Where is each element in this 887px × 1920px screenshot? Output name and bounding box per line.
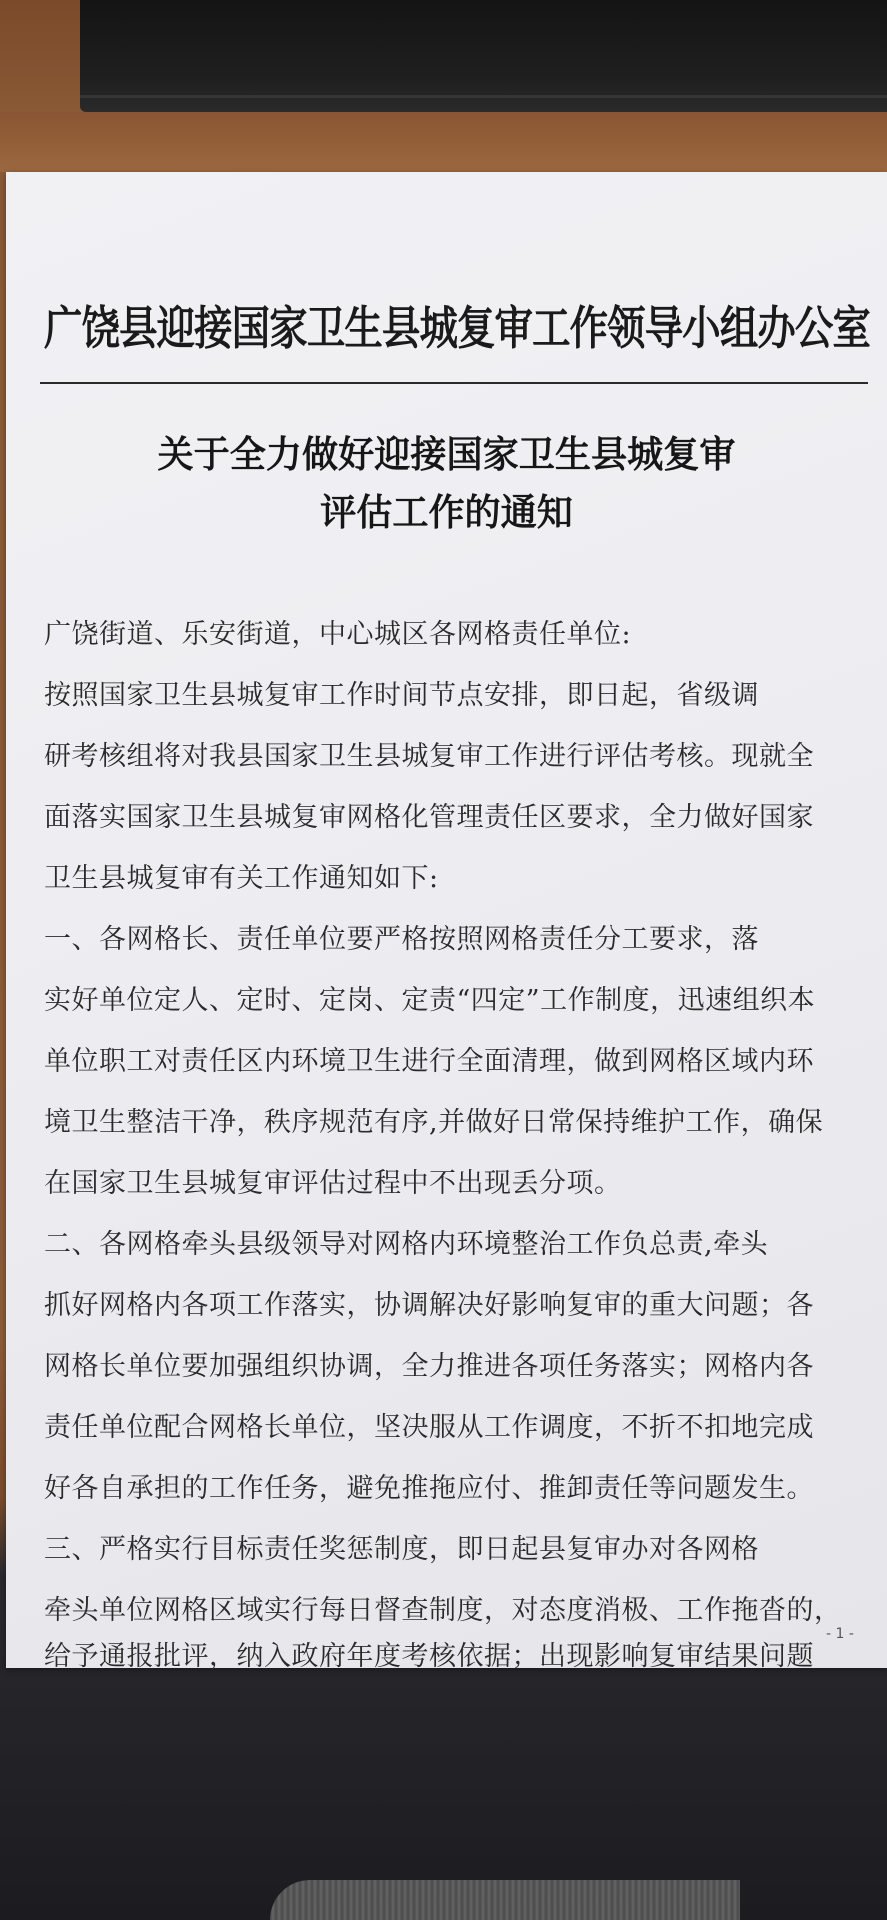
body-line: 责任单位配合网格长单位，坚决服从工作调度，不折不扣地完成 [44,1412,814,1443]
header-divider [40,382,868,384]
body-line: 给予通报批评，纳入政府年度考核依据；出现影响复审结果问题 [44,1641,814,1672]
addressee-line: 广饶街道、乐安街道，中心城区各网格责任单位: [44,619,632,650]
background-fabric [270,1880,740,1920]
body-line: 面落实国家卫生县城复审网格化管理责任区要求，全力做好国家 [44,802,814,833]
body-line: 二、各网格牵头县级领导对网格内环境整治工作负总责,牵头 [44,1229,769,1260]
body-line: 网格长单位要加强组织协调，全力推进各项任务落实；网格内各 [44,1351,814,1382]
body-line: 研考核组将对我县国家卫生县城复审工作进行评估考核。现就全 [44,741,814,772]
document-page [6,172,887,1672]
desk-surface [0,112,887,172]
issuing-office-header: 广饶县迎接国家卫生县城复审工作领导小组办公室 [44,301,870,355]
body-line: 按照国家卫生县城复审工作时间节点安排，即日起，省级调 [44,680,759,711]
notice-title-line-1: 关于全力做好迎接国家卫生县城复审 [157,432,736,476]
background-device [80,0,887,112]
page-number: - 1 - [826,1626,854,1642]
notice-title-line-2: 评估工作的通知 [320,490,573,534]
body-line: 实好单位定人、定时、定岗、定责“四定”工作制度，迅速组织本 [44,985,816,1016]
body-line: 好各自承担的工作任务，避免推拖应付、推卸责任等问题发生。 [44,1473,814,1504]
body-line: 抓好网格内各项工作落实，协调解决好影响复审的重大问题；各 [44,1290,814,1321]
body-line: 三、严格实行目标责任奖惩制度，即日起县复审办对各网格 [44,1534,759,1565]
body-line: 境卫生整洁干净，秩序规范有序,并做好日常保持维护工作，确保 [44,1107,824,1138]
body-line: 一、各网格长、责任单位要严格按照网格责任分工要求，落 [44,924,759,955]
body-line: 牵头单位网格区域实行每日督查制度，对态度消极、工作拖沓的， [44,1595,842,1626]
body-line: 在国家卫生县城复审评估过程中不出现丢分项。 [44,1168,622,1199]
body-line: 单位职工对责任区内环境卫生进行全面清理，做到网格区域内环 [44,1046,814,1077]
body-line: 卫生县城复审有关工作通知如下: [44,863,439,894]
